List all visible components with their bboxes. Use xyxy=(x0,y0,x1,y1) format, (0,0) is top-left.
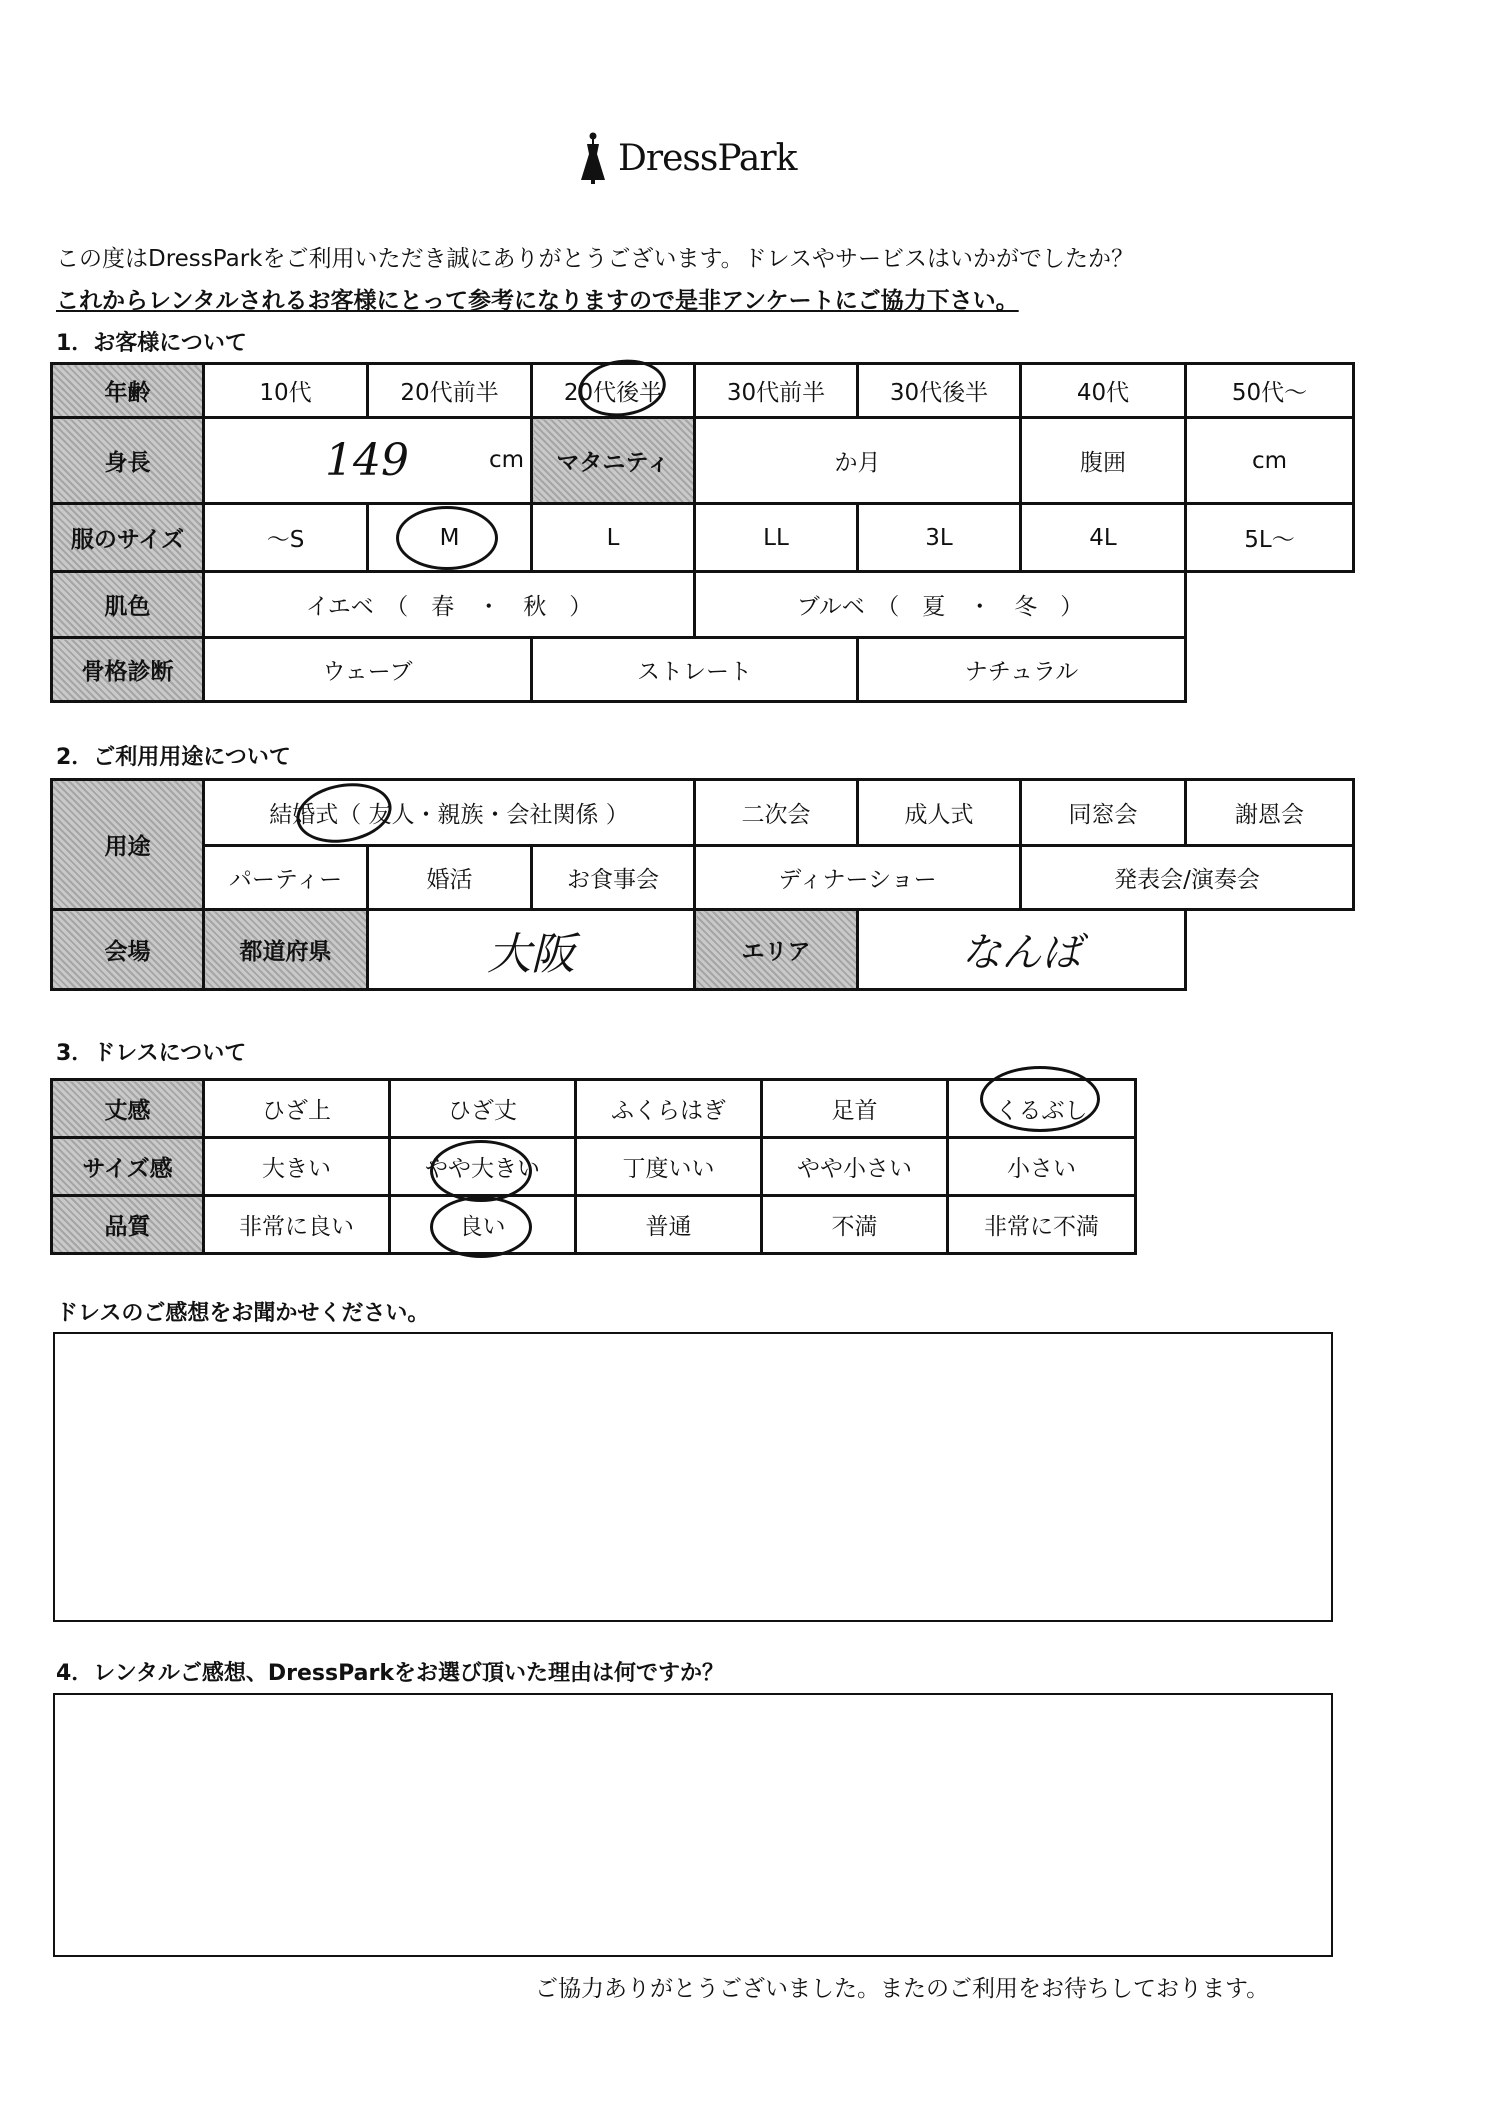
fit-option[interactable]: 丁度いい xyxy=(576,1138,762,1196)
usage-option[interactable]: 発表会/演奏会 xyxy=(1021,846,1354,910)
size-option[interactable]: 3L xyxy=(858,504,1021,572)
venue-label: 会場 xyxy=(52,910,204,990)
usage-option[interactable]: ディナーショー xyxy=(695,846,1021,910)
section-3-title: 3．ドレスについて xyxy=(56,1041,247,1066)
usage-option[interactable]: 同窓会 xyxy=(1021,780,1186,846)
quality-option[interactable]: 非常に不満 xyxy=(948,1196,1136,1254)
area-field[interactable] xyxy=(858,910,1186,990)
size-option[interactable]: LL xyxy=(695,504,858,572)
usage-option[interactable]: お食事会 xyxy=(532,846,695,910)
quality-option[interactable]: 普通 xyxy=(576,1196,762,1254)
quality-label: 品質 xyxy=(52,1196,204,1254)
size-option-selected[interactable]: M xyxy=(368,504,532,572)
maternity-months-field[interactable]: か月 xyxy=(695,418,1021,504)
impression-prompt: ドレスのご感想をお聞かせください。 xyxy=(56,1301,430,1326)
body-option[interactable]: ナチュラル xyxy=(858,638,1186,702)
empty-cell xyxy=(1186,572,1354,638)
area-value: なんば xyxy=(961,930,1082,976)
dress-icon xyxy=(578,132,608,184)
prefecture-value: 大阪 xyxy=(487,928,575,980)
usage-row-1 xyxy=(52,780,1354,846)
size-row xyxy=(52,504,1354,572)
fit-row xyxy=(52,1138,1136,1196)
age-option[interactable]: 40代 xyxy=(1021,364,1186,418)
quality-option[interactable]: 不満 xyxy=(762,1196,948,1254)
venue-row xyxy=(52,910,1354,990)
footer-thanks: ご協力ありがとうございました。またのご利用をお待ちしております。 xyxy=(535,1976,1270,2002)
waist-field[interactable]: cm xyxy=(1186,418,1354,504)
length-label: 丈感 xyxy=(52,1080,204,1138)
intro-line-2: これからレンタルされるお客様にとって参考になりますので是非アンケートにご協力下さい。 xyxy=(56,288,1019,314)
length-option[interactable]: ひざ丈 xyxy=(390,1080,576,1138)
fit-option-selected[interactable]: やや大きい xyxy=(390,1138,576,1196)
skin-option-blue[interactable]: ブルベ （ 夏 ・ 冬 ） xyxy=(695,572,1186,638)
size-option[interactable]: ～S xyxy=(204,504,368,572)
age-option-selected[interactable]: 20代後半 xyxy=(532,364,695,418)
section-4-title: 4．レンタルご感想、DressParkをお選び頂いた理由は何ですか？ xyxy=(56,1661,724,1686)
usage-option-selected[interactable]: 結婚式（ 友人・親族・会社関係 ） xyxy=(204,780,695,846)
prefecture-field[interactable] xyxy=(368,910,695,990)
prefecture-label: 都道府県 xyxy=(204,910,368,990)
usage-label: 用途 xyxy=(52,780,204,910)
age-option[interactable]: 30代後半 xyxy=(858,364,1021,418)
fit-option[interactable]: 小さい xyxy=(948,1138,1136,1196)
body-option[interactable]: ストレート xyxy=(532,638,858,702)
size-option[interactable]: 4L xyxy=(1021,504,1186,572)
fit-option[interactable]: やや小さい xyxy=(762,1138,948,1196)
age-option[interactable]: 50代～ xyxy=(1186,364,1354,418)
section-1-title: 1．お客様について xyxy=(56,331,247,356)
usage-option[interactable]: パーティー xyxy=(204,846,368,910)
size-option[interactable]: 5L～ xyxy=(1186,504,1354,572)
body-option[interactable]: ウェーブ xyxy=(204,638,532,702)
age-option[interactable]: 10代 xyxy=(204,364,368,418)
size-option[interactable]: L xyxy=(532,504,695,572)
length-option[interactable]: ひざ上 xyxy=(204,1080,390,1138)
height-unit: cm xyxy=(488,447,524,473)
quality-row xyxy=(52,1196,1136,1254)
quality-option-selected[interactable]: 良い xyxy=(390,1196,576,1254)
customer-table xyxy=(50,362,1355,703)
empty-cell xyxy=(1186,910,1354,990)
fit-label: サイズ感 xyxy=(52,1138,204,1196)
fit-option[interactable]: 大きい xyxy=(204,1138,390,1196)
skin-label: 肌色 xyxy=(52,572,204,638)
height-value: 149 xyxy=(325,435,409,486)
height-field[interactable] xyxy=(204,418,532,504)
area-label: エリア xyxy=(695,910,858,990)
impression-textarea[interactable] xyxy=(53,1332,1333,1622)
age-option[interactable]: 20代前半 xyxy=(368,364,532,418)
usage-option[interactable]: 二次会 xyxy=(695,780,858,846)
quality-option[interactable]: 非常に良い xyxy=(204,1196,390,1254)
brand-logo xyxy=(578,132,796,184)
usage-table xyxy=(50,778,1355,991)
body-row xyxy=(52,638,1354,702)
height-label: 身長 xyxy=(52,418,204,504)
length-row xyxy=(52,1080,1136,1138)
waist-label: 腹囲 xyxy=(1021,418,1186,504)
age-row xyxy=(52,364,1354,418)
usage-option[interactable]: 謝恩会 xyxy=(1186,780,1354,846)
height-row xyxy=(52,418,1354,504)
body-type-label: 骨格診断 xyxy=(52,638,204,702)
length-option[interactable]: ふくらはぎ xyxy=(576,1080,762,1138)
skin-row xyxy=(52,572,1354,638)
reason-textarea[interactable] xyxy=(53,1693,1333,1957)
empty-cell xyxy=(1186,638,1354,702)
usage-option[interactable]: 婚活 xyxy=(368,846,532,910)
age-option[interactable]: 30代前半 xyxy=(695,364,858,418)
skin-option-yellow[interactable]: イエベ （ 春 ・ 秋 ） xyxy=(204,572,695,638)
usage-option[interactable]: 成人式 xyxy=(858,780,1021,846)
length-option-selected[interactable]: くるぶし xyxy=(948,1080,1136,1138)
size-label: 服のサイズ xyxy=(52,504,204,572)
brand-name: DressPark xyxy=(618,137,797,179)
section-2-title: 2．ご利用用途について xyxy=(56,745,291,770)
intro-line-1: この度はDressParkをご利用いただき誠にありがとうございます。ドレスやサービスはいかがでしたか？ xyxy=(56,246,1134,272)
usage-row-2 xyxy=(52,846,1354,910)
maternity-label: マタニティ xyxy=(532,418,695,504)
length-option[interactable]: 足首 xyxy=(762,1080,948,1138)
dress-table xyxy=(50,1078,1137,1255)
age-label: 年齢 xyxy=(52,364,204,418)
